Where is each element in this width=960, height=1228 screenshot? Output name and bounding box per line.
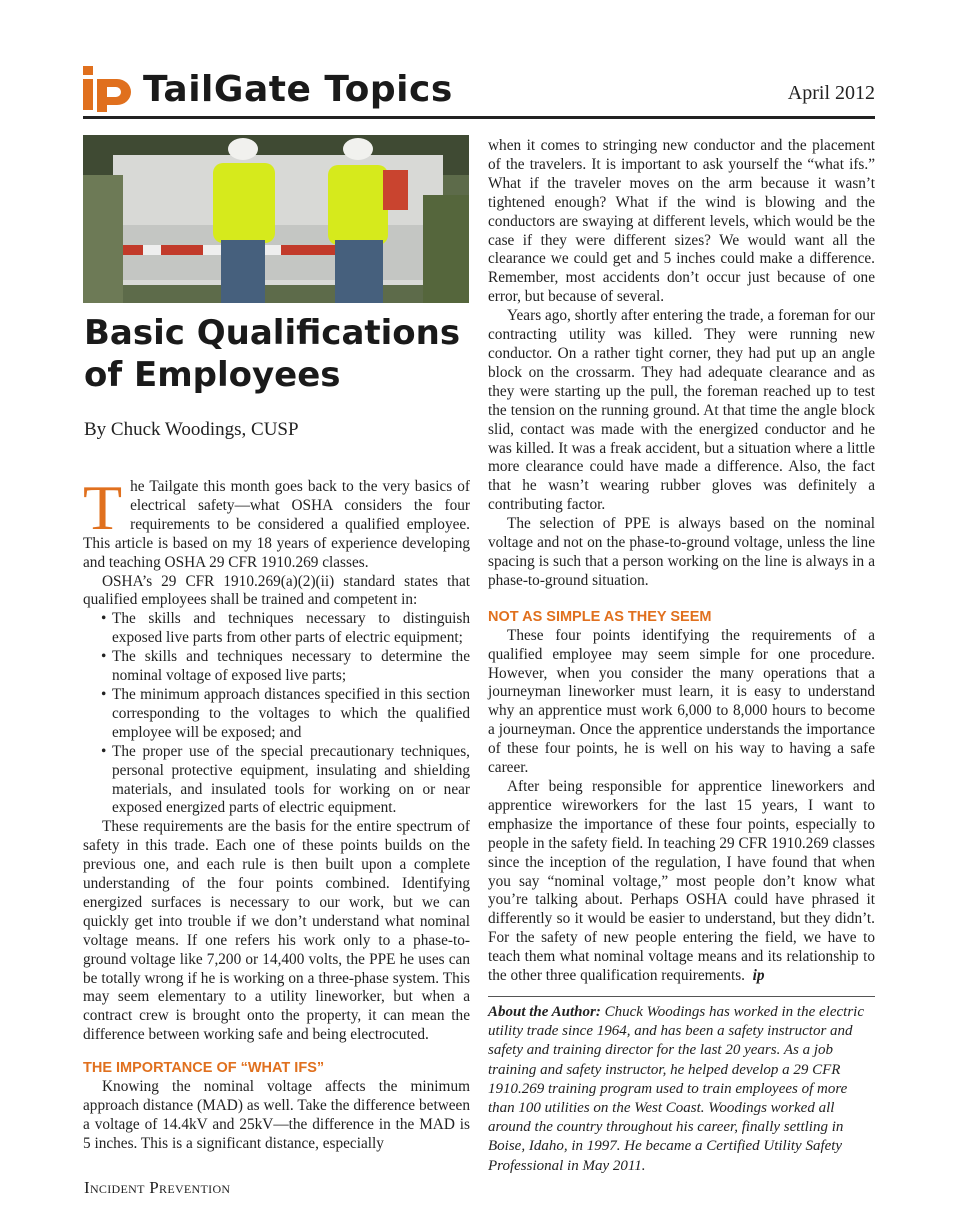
mad-continued-paragraph: when it comes to stringing new conductor and the placement of the travelers. It is important to ask yourself the “what ifs.” What if the traveler moves on the arm because it wasn’t tightened enough? What if the wind is blowing and the conductors are swaying at different levels, which would be the case if they were different sizes? We would want all the clearance we could get and 5 inches could make a difference. Remember, most accidents don’t occur just because of one error, but because of several.: [488, 137, 875, 306]
section-heading-not-simple: NOT AS SIMPLE AS THEY SEEM: [488, 608, 712, 625]
article-title-line2: of Employees: [84, 355, 341, 395]
intro-text: he Tailgate this month goes back to the very basics of electrical safety—what OSHA considers the four requirements to be considered a qualified employee. This article is based on my 18 years of experience developing and teaching OSHA 29 CFR 1910.269 classes.: [83, 478, 470, 571]
after-text: After being responsible for apprentice lineworkers and apprentice wireworkers for the last 15 years, I want to emphasize the importance of these four points, especially to people in the safety field. In teaching 29 CFR 1910.269 classes since the inception of the regulation, I have found that when you say “nominal voltage,” most people don’t know what you’re talking about. Perhaps OSHA could have phrased it differently so it would be easier to understand, but they didn’t. For the safety of new people entering the field, we have to teach them what nominal voltage means and its relationship to the other three qualification requirements.: [488, 778, 875, 985]
mad-paragraph: Knowing the nominal voltage affects the minimum approach distance (MAD) as well. Take the difference between a voltage of 14.4kV and 25kV—the difference in the MAD is 5 inches. This is a significant distance, especially: [83, 1078, 470, 1152]
list-item: • The proper use of the special precautionary techniques, personal protective equipment, insulating and shielding materials, and insulated tools for working on or near exposed energized parts of electric equipment.: [101, 743, 470, 819]
section-heading-what-ifs: THE IMPORTANCE OF “WHAT IFS”: [83, 1060, 325, 1077]
masthead-title: TailGate Topics: [143, 69, 453, 110]
list-item: • The skills and techniques necessary to distinguish exposed live parts from other parts of electric equipment;: [101, 610, 470, 648]
four-points-paragraph: These four points identifying the requirements of a qualified employee may seem simple for one procedure. However, when you consider the many operations that a journeyman lineworker must learn, it is easy to understand why an apprentice must work 6,000 to 8,000 hours to become a journeyman. Once the apprentice understands the importance of these four points, he is well on his way to having a safe career.: [488, 626, 875, 777]
end-mark: ip: [752, 967, 765, 985]
years-ago-paragraph: Years ago, shortly after entering the trade, a foreman for our contracting utility was killed. They were running new conductor. On a rather tight corner, they had put up an angle block on the crossarm. They had adequate clearance and as they were starting up the pull, the foreman reached up to test the tension on the running ground. At that time the angle block slid, contact was made with the energized conductor and he was killed. It was a freak accident, but a situation where a little more clearance could have made a difference. Also, the fact that he wasn’t wearing rubber gloves was definitely a contributing factor.: [488, 307, 875, 514]
about-author: [488, 1003, 875, 1176]
right-column: [488, 137, 875, 1176]
list-item: • The minimum approach distances specified in this section corresponding to the voltages to which the qualified employee will be exposed; and: [101, 686, 470, 743]
drop-cap: T: [83, 472, 123, 543]
about-author-text: Chuck Woodings has worked in the electric utility trade since 1964, and has been a safety instructor and safety and training director for the last 20 years. As a job training and safety instructor, he helped develop a 29 CFR 1910.269 training program used to train employees of more than 100 utilities on the West Coast. Woodings worked all around the country throughout his career, finally settling in Boise, Idaho, in 1997. He became a Certified Utility Safety Professional in May 2011.: [488, 1003, 864, 1174]
author-divider: [488, 996, 875, 997]
publication-footer: Incident Prevention: [84, 1178, 231, 1197]
masthead-rule: [83, 116, 875, 119]
lineworkers-photo: [83, 135, 469, 303]
article-title-line1: Basic Qualifications: [84, 313, 461, 353]
issue-date: April 2012: [787, 82, 875, 104]
osha-paragraph: OSHA’s 29 CFR 1910.269(a)(2)(ii) standard states that qualified employees shall be trained and competent in:: [83, 572, 470, 609]
masthead: [83, 62, 875, 118]
basis-paragraph: These requirements are the basis for the entire spectrum of safety in this trade. Each one of these points builds on the previous one, and each rule is then built upon a complete understanding of the four points combined. Identifying energized surfaces is necessary to our work, but we can quickly get into trouble if we don’t understand what nominal voltage means. If one refers his work only to a phase-to-ground voltage like 7,200 or 14,400 volts, the PPE he uses can be totally wrong if he is working on a three-phase system. This may seem elementary to a utility lineworker, but when a contract crew is brought onto the property, it can mean the difference between working safe and being electrocuted.: [83, 818, 470, 1044]
article-title: [84, 312, 484, 396]
byline: By Chuck Woodings, CUSP: [84, 419, 299, 440]
requirements-list: [83, 610, 470, 818]
after-paragraph: [488, 778, 875, 986]
intro-paragraph: [83, 472, 470, 573]
left-column: [83, 472, 470, 1154]
ip-logo: [83, 66, 131, 112]
about-author-label: About the Author:: [488, 1003, 601, 1020]
ppe-paragraph: The selection of PPE is always based on the nominal voltage and not on the phase-to-ground voltage, unless the line spacing is such that a person working on the line is always in a phase-to-ground situation.: [488, 515, 875, 589]
list-item: • The skills and techniques necessary to determine the nominal voltage of exposed live parts;: [101, 648, 470, 686]
